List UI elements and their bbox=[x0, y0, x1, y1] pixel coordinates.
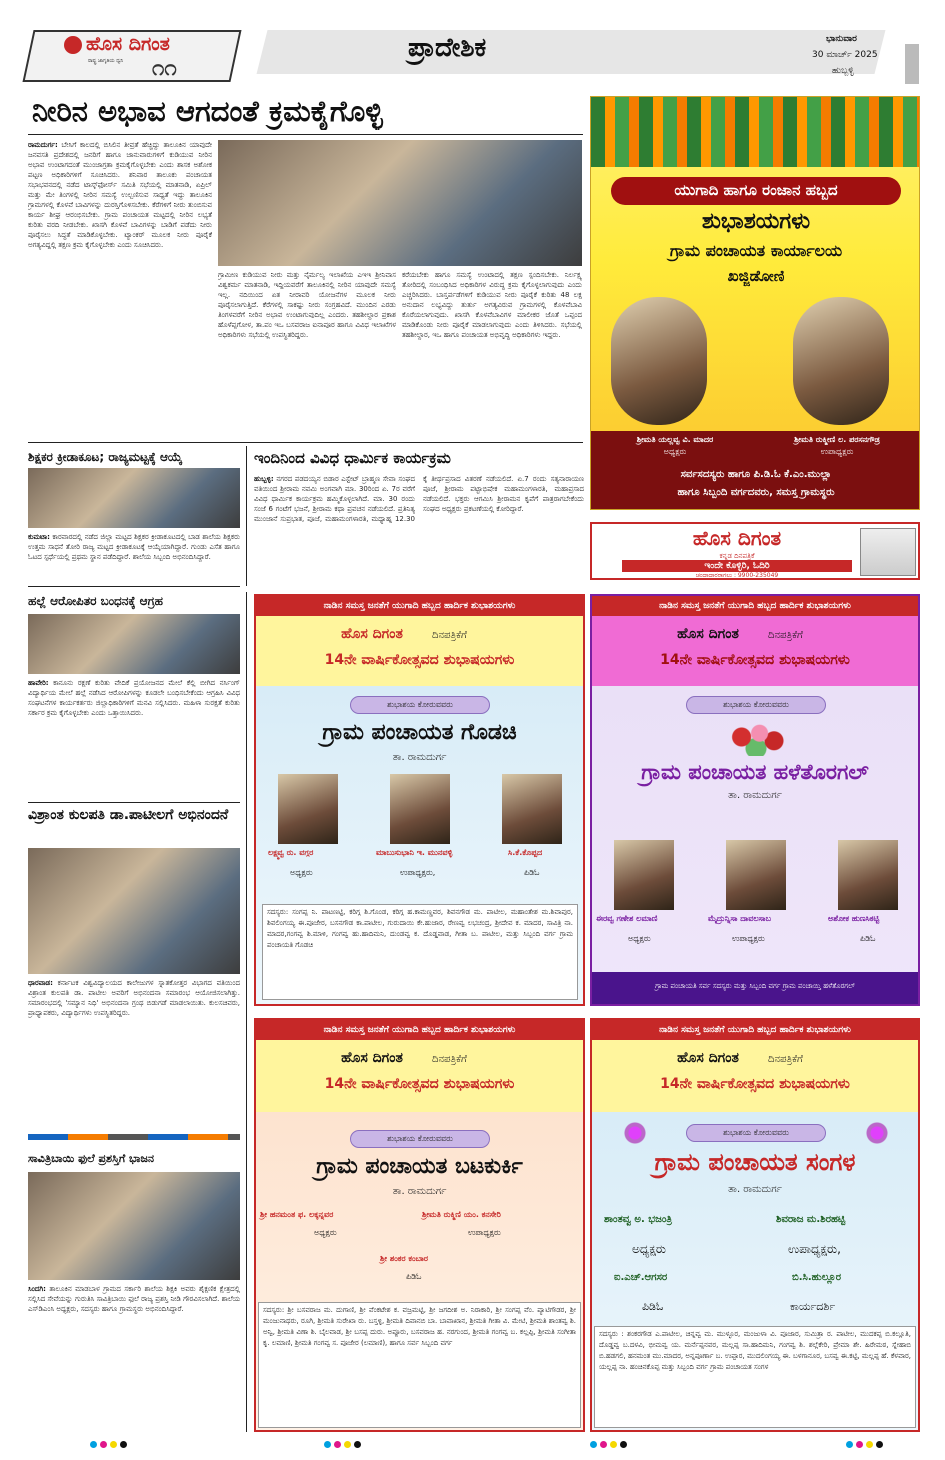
banner-photo-2 bbox=[793, 297, 889, 425]
story4-photo bbox=[28, 848, 240, 974]
story3-text: ಕಾನೂನು ರಕ್ಷಣೆ ಕುರಿತು ವೇದಿಕೆ ಪ್ರಯೋಜನದ ಮೇಲೆ ಕೆಲ್ಲಿ ಬೀಗಿದ ನರ್ಸಿಂಗ್ ವಿದ್ಯಾರ್ಥಿಯ ಮೇಲೆ ಹಲ್ಲೆ ನಡೆಸಿದ ಆರೋಪಿಗಳನ್ನು ಕೂಡಲೇ ಬಂಧಿಸಬೇಕೆಂದು ಆಗ್ರಹಿಸಿ ವಿವಿಧ ಸಂಘಟನೆಗಳ ಕಾರ್ಯಕರ್ತರು ಜಿಲ್ಲಾಧಿಕಾರಿಗಳಿಗೆ ಮನವಿ ಸಲ್ಲಿಸಿದರು. ಮಹಿಳಾ ಸುರಕ್ಷತೆ ಕುರಿತು ಸರ್ಕಾರ ಕ್ರಮ ಕೈಗೊಳ್ಳಬೇಕು ಎಂದು ಒತ್ತಾಯಿಸಿದರು. bbox=[28, 679, 240, 717]
banner-p2-role: ಉಪಾಧ್ಯಕ್ಷರು bbox=[820, 447, 854, 456]
story5-headline: ಸಾವಿತ್ರಿಬಾಯಿ ಫುಲೆ ಪ್ರಶಸ್ತಿಗೆ ಭಾಜನ bbox=[28, 1152, 154, 1165]
ad2-photo-3 bbox=[838, 840, 898, 910]
registration-marks bbox=[590, 1441, 627, 1448]
story3-body bbox=[28, 678, 240, 798]
story5-photo bbox=[28, 1172, 240, 1280]
divider bbox=[28, 134, 583, 135]
banner-footer1: ಸರ್ವಸದಸ್ಯರು ಹಾಗೂ ಪಿ.ಡಿ.ಓ ಕೆ.ಎಂ.ಮುಲ್ಲಾ bbox=[680, 469, 832, 480]
ad3-role-3: ಪಿಡಿಓ bbox=[406, 1272, 422, 1281]
ad2-tag: ಶುಭಾಶಯ ಕೋರುವವರು bbox=[686, 696, 826, 714]
ad3-tag: ಶುಭಾಶಯ ಕೋರುವವರು bbox=[350, 1130, 490, 1148]
registration-marks bbox=[846, 1441, 883, 1448]
ad4-name-1: ಶಾಂತವ್ವ ಅ. ಭಜಂತ್ರಿ bbox=[604, 1214, 673, 1225]
corner-bar bbox=[905, 44, 919, 84]
ad-sangal[interactable] bbox=[590, 1018, 920, 1432]
ad2-role-3: ಪಿಡಿಓ bbox=[860, 934, 876, 943]
divider bbox=[28, 442, 583, 443]
page-number: ೧೧ bbox=[152, 56, 177, 81]
garland-decoration bbox=[591, 97, 920, 167]
ad-haletoragal[interactable] bbox=[590, 594, 920, 1006]
story1-text: ಕಾರವಾರದಲ್ಲಿ ನಡೆದ ಜಿಲ್ಲಾ ಮಟ್ಟದ ಶಿಕ್ಷಕರ ಕ್ರೀಡಾಕೂಟದಲ್ಲಿ ಬಾಡ ಶಾಲೆಯ ಶಿಕ್ಷಕರು ಉತ್ತಮ ಸಾಧನೆ ತೋರಿ ರಾಜ್ಯ ಮಟ್ಟದ ಕ್ರೀಡಾಕೂಟಕ್ಕೆ ಆಯ್ಕೆಯಾಗಿದ್ದಾರೆ. ಗುಂಡು ಎಸೆತ ಹಾಗೂ ಓಟದ ಸ್ಪರ್ಧೆಯಲ್ಲಿ ಪ್ರಥಮ ಸ್ಥಾನ ಪಡೆದಿದ್ದಾರೆ. ಶಾಲೆಯ ಸಿಬ್ಬಂದಿ ಅಭಿನಂದಿಸಿದ್ದಾರೆ. bbox=[28, 533, 240, 561]
story4-headline: ವಿಶ್ರಾಂತ ಕುಲಪತಿ ಡಾ.ಪಾಟೀಲಗೆ ಅಭಿನಂದನೆ bbox=[28, 807, 229, 823]
lead-col1-text: ಬೇಸಿಗೆ ಕಾಲದಲ್ಲಿ ಬಿಸಿಲಿನ ತೀವ್ರತೆ ಹೆಚ್ಚಿದ್ದು ತಾಲೂಕಿನ ಯಾವುದೇ ಜನವಸತಿ ಪ್ರದೇಶದಲ್ಲಿ ಜನರಿಗೆ ಹಾಗೂ ಜಾನುವಾರುಗಳಿಗೆ ಕುಡಿಯುವ ನೀರಿನ ಅಭಾವ ಉಂಟಾಗದಂತೆ ಮುಂಜಾಗ್ರತಾ ಕ್ರಮಕೈಗೊಳ್ಳಬೇಕು ಎಂದು ಶಾಸಕ ಅಶೋಕ ಪಟ್ಟಣ ಅಧಿಕಾರಿಗಳಿಗೆ ಸೂಚಿಸಿದರು. ಶನಿವಾರ ತಾಲೂಕು ಪಂಚಾಯತ ಸಭಾಭವನದಲ್ಲಿ ನಡೆದ ಟಾಸ್ಕ್‌ಫೋರ್ಸ್ ಸಮಿತಿ ಸಭೆಯಲ್ಲಿ ಮಾತನಾಡಿ, ಏಪ್ರಿಲ್ ಮತ್ತು ಮೇ ತಿಂಗಳಲ್ಲಿ ನೀರಿನ ಸಮಸ್ಯೆ ಉಲ್ಬಣಿಸುವ ಸಾಧ್ಯತೆ ಇದ್ದು ತಾಲೂಕಿನ ಗ್ರಾಮಗಳಲ್ಲಿ ಕೊಳವೆ ಬಾವಿಗಳನ್ನು ದುರಸ್ತಿಗೊಳಿಸಬೇಕು. ಕೆರೆಗಳಿಗೆ ನೀರು ತುಂಬಿಸುವ ಕಾರ್ಯ ಶೀಘ್ರ ಆರಂಭಿಸಬೇಕು. ಗ್ರಾಮ ಪಂಚಾಯತ ಮಟ್ಟದಲ್ಲಿ ನೀರಿನ ಲಭ್ಯತೆ ಕುರಿತು ವರದಿ ನೀಡಬೇಕು. ಖಾಸಗಿ ಕೊಳವೆ ಬಾವಿಗಳನ್ನು ಬಾಡಿಗೆ ಪಡೆದು ನೀರು ಪೂರೈಸಲು ಸಿದ್ಧತೆ ಮಾಡಿಕೊಳ್ಳಬೇಕು. ಟ್ಯಾಂಕರ್ ಮೂಲಕ ನೀರು ಪೂರೈಕೆ ಅಗತ್ಯವಿದ್ದಲ್ಲಿ ತಕ್ಷಣ ಕ್ರಮ ಕೈಗೊಳ್ಳಬೇಕು ಎಂದು ಸೂಚಿಸಿದರು. bbox=[28, 141, 212, 249]
divider bbox=[246, 446, 247, 586]
promo-phone: ಚಂದಾದಾರರಾಗಲು : 9900-235049 bbox=[695, 572, 779, 579]
ad4-paper: ದಿನಪತ್ರಿಕೆಗೆ bbox=[768, 1054, 803, 1065]
story1-body bbox=[28, 532, 240, 582]
promo-line: ಇಂದೇ ಕೊಳ್ಳಿರಿ, ಓದಿರಿ bbox=[704, 561, 770, 571]
story4-body bbox=[28, 978, 240, 1128]
ad2-photo-1 bbox=[614, 840, 674, 910]
ad1-logo: ಹೊಸ ದಿಗಂತ bbox=[341, 626, 403, 642]
promo-title: ಹೊಸ ದಿಗಂತ bbox=[692, 526, 782, 550]
ad4-gp: ಗ್ರಾಮ ಪಂಚಾಯತ ಸಂಗಳ bbox=[654, 1148, 856, 1176]
ad3-name-3: ಶ್ರೀ ಶಂಕರ ಕಂಬಾರ bbox=[380, 1254, 429, 1263]
flower-right-icon bbox=[864, 1122, 890, 1144]
ad4-ribbon: ನಾಡಿನ ಸಮಸ್ತ ಜನತೆಗೆ ಯುಗಾದಿ ಹಬ್ಬದ ಹಾರ್ದಿಕ ಶುಭಾಶಯಗಳು bbox=[592, 1020, 918, 1040]
story2-text: ನಗರದ ಪಡದಯ್ಯನ ಬಿಡಾರ ಎಸ್ಟೇಟ್ ಬ್ರಾಹ್ಮಣ ಸೇವಾ ಸಂಘದ ವತಿಯಿಂದ ಶ್ರೀರಾಮ ನವಮಿ ಅಂಗವಾಗಿ ಮಾ. 30ರಿಂದ ಏ. 7ರ ವರೆಗೆ ವಿವಿಧ ಧಾರ್ಮಿಕ ಕಾರ್ಯಕ್ರಮ ಹಮ್ಮಿಕೊಳ್ಳಲಾಗಿದೆ. ಮಾ. 30 ರಂದು ಸಂಜೆ 6 ಗಂಟೆಗೆ ಭಜನೆ, ಶ್ರೀರಾಮ ಕಥಾ ಪ್ರವಚನ ನಡೆಯಲಿದೆ. ಪ್ರತಿನಿತ್ಯ ಮುಂಜಾನೆ ಸುಪ್ರಭಾತ, ಪೂಜೆ, ಮಹಾಮಂಗಳಾರತಿ, ಮಧ್ಯಾಹ್ನ 12.30 ಕ್ಕೆ ತೀರ್ಥಪ್ರಸಾದ ವಿತರಣೆ ನಡೆಯಲಿದೆ. ಏ.7 ರಂದು ಸತ್ಯನಾರಾಯಣ ಪೂಜೆ, ಶ್ರೀರಾಮ ಪಟ್ಟಾಭಿಷೇಕ ಮಹಾಮಂಗಳಾರತಿ, ಮಹಾಪ್ರಸಾದ ನಡೆಯಲಿದೆ. ಭಕ್ತರು ಆಗಮಿಸಿ ಶ್ರೀರಾಮನ ಕೃಪೆಗೆ ಪಾತ್ರರಾಗಬೇಕೆಂದು ಸಂಘದ ಅಧ್ಯಕ್ಷರು ಪ್ರಕಟಣೆಯಲ್ಲಿ ಕೋರಿದ್ದಾರೆ. bbox=[254, 475, 584, 523]
ad1-name-2: ಮಾಬುಸುಭಾನಿ ಇ. ಮುನವಳ್ಳಿ bbox=[376, 848, 453, 857]
ad2-role-1: ಅಧ್ಯಕ್ಷರು bbox=[628, 934, 651, 943]
ad4-name-3: ಐ.ಎಚ್.ಆಗಸರ bbox=[614, 1272, 668, 1283]
story5-text: ತಾಲೂಕಿನ ಮಾಡಬಾಳ ಗ್ರಾಮದ ಸರ್ಕಾರಿ ಶಾಲೆಯ ಶಿಕ್ಷಕಿ ಅವರು ಶೈಕ್ಷಣಿಕ ಕ್ಷೇತ್ರದಲ್ಲಿ ಸಲ್ಲಿಸಿದ ಸೇವೆಯನ್ನು ಗುರುತಿಸಿ ಸಾವಿತ್ರಿಬಾಯಿ ಫುಲೆ ರಾಜ್ಯ ಪ್ರಶಸ್ತಿ ನೀಡಿ ಗೌರವಿಸಲಾಗಿದೆ. ಶಾಲೆಯ ಎಸ್‌ಡಿಎಂಸಿ ಅಧ್ಯಕ್ಷರು, ಸದಸ್ಯರು ಹಾಗೂ ಗ್ರಾಮಸ್ಥರು ಅಭಿನಂದಿಸಿದ್ದಾರೆ. bbox=[28, 1285, 240, 1313]
ad-batakurki[interactable] bbox=[254, 1018, 585, 1432]
ad2-taluk: ತಾ. ರಾಮದುರ್ಗ bbox=[728, 790, 782, 801]
stripe-divider bbox=[28, 1134, 240, 1140]
ad4-name-2: ಶಿವರಾಜ ಮ.ಶಿರಹಟ್ಟಿ bbox=[776, 1214, 846, 1225]
story5-dateline: ಸಿಂದಗಿ: bbox=[28, 1285, 46, 1293]
banner-p2-name: ಶ್ರೀಮತಿ ರುಕ್ಮೀಣಿ ಲ. ಪರಸನಗೌಡ್ರ bbox=[794, 435, 880, 444]
ad4-role-1: ಅಧ್ಯಕ್ಷರು bbox=[632, 1242, 666, 1256]
ad4-tag: ಶುಭಾಶಯ ಕೋರುವವರು bbox=[686, 1124, 826, 1142]
masthead bbox=[0, 0, 945, 88]
ad2-logo: ಹೊಸ ದಿಗಂತ bbox=[677, 626, 739, 642]
ad2-gp: ಗ್ರಾಮ ಪಂಚಾಯತ ಹಳೆತೊರಗಲ್ bbox=[641, 760, 869, 784]
divider bbox=[28, 586, 240, 587]
ad-godachi[interactable] bbox=[254, 594, 585, 1006]
ad2-anniv: 14ನೇ ವಾರ್ಷಿಕೋತ್ಸವದ ಶುಭಾಷಯಗಳು bbox=[660, 652, 850, 668]
registration-marks bbox=[90, 1441, 127, 1448]
ad1-paper: ದಿನಪತ್ರಿಕೆಗೆ bbox=[432, 630, 467, 641]
ad1-photo-2 bbox=[390, 774, 450, 844]
ad3-members: ಸದಸ್ಯರು: ಶ್ರೀ ಬಸವರಾಜ ಮ. ದುಗಾಣಿ, ಶ್ರೀ ವೆಂಕಟೇಶ ಕ. ವಜ್ರಮಟ್ಟಿ, ಶ್ರೀ ಜಗದೀಶ ಅ. ನಿರಾಕಾರಿ, ಶ್ರೀ ಸಂಗಪ್ಪ ವೆಂ. ಪ್ಯಾಟಿಗೌಡರ, ಶ್ರೀ ಮಂಜುನಾಥರು, ರೂಗಿ, ಶ್ರೀಮತಿ ಸುರೇಖಾ ರು. ಬಸ್ತಳ್ಳಿ, ಶ್ರೀಮತಿ ದಿವಾನಬಿ ಬಾ. ಬಾವಾಖಾನ, ಶ್ರೀಮತಿ ಗೀತಾ ವಿ. ಮೇಟಿ, ಶ್ರೀಮತಿ ಶಾಂತವ್ವ ಶಿ. ಅನ್ವಿ, ಶ್ರೀಮತಿ ವಿಣಾ ಶಿ. ಬೈಲವಾಡ, ಶ್ರೀ ಬಸಪ್ಪ ದುರು. ಅಪ್ಪೂರು, ಬಸವರಾಜ ಹ. ನರಗುಂದ, ಶ್ರೀಮತಿ ಗಂಗವ್ವ ಬ. ಕಲ್ಲಪ್ಪಿ, ಶ್ರೀಮತಿ ಸಂಗೀತಾ ಕೃ. ಲಮಾಣಿ, ಶ್ರೀಮತಿ ಗಂಗವ್ವ ಸ. ಪೂಜೇರ (ಲಮಾಣಿ), ಹಾಗೂ ಸರ್ವ ಸಿಬ್ಬಂದಿ ವರ್ಗ bbox=[258, 1302, 581, 1428]
ad1-ribbon: ನಾಡಿನ ಸಮಸ್ತ ಜನತೆಗೆ ಯುಗಾದಿ ಹಬ್ಬದ ಹಾರ್ದಿಕ ಶುಭಾಶಯಗಳು bbox=[256, 596, 583, 616]
ad2-name-3: ಅಶೋಕ ಹುಣಸಿಕಟ್ಟಿ bbox=[828, 914, 880, 923]
ad1-gp: ಗ್ರಾಮ ಪಂಚಾಯತ ಗೊಡಚಿ bbox=[322, 720, 517, 745]
story3-headline: ಹಲ್ಲೆ ಆರೋಪಿತರ ಬಂಧನಕ್ಕೆ ಆಗ್ರಹ bbox=[28, 594, 163, 608]
newspaper-promo[interactable] bbox=[590, 522, 920, 580]
ad3-role-1: ಅಧ್ಯಕ್ಷರು bbox=[314, 1228, 337, 1237]
lead-headline: ನೀರಿನ ಅಭಾವ ಆಗದಂತೆ ಕ್ರಮಕೈಗೊಳ್ಳಿ bbox=[32, 94, 383, 128]
story4-text: ಕರ್ನಾಟಕ ವಿಶ್ವವಿದ್ಯಾಲಯದ ಕಾಲೇಜುಗಳ ಸ್ನಾತಕೋತ್ತರ ವಿಭಾಗದ ವತಿಯಿಂದ ವಿಶ್ರಾಂತ ಕುಲಪತಿ ಡಾ. ಪಾಟೀಲ ಅವರಿಗೆ ಅಭಿನಂದನಾ ಸಮಾರಂಭ ಆಯೋಜಿಸಲಾಗಿತ್ತು. ಸಮಾರಂಭದಲ್ಲಿ 'ಸಮ್ಯಾನ ನಿಧಿ' ಅಭಿನಂದನಾ ಗ್ರಂಥ ಬಿಡುಗಡೆ ಮಾಡಲಾಯಿತು. ಕುಲಸಚಿವರು, ಪ್ರಾಧ್ಯಾಪಕರು, ವಿದ್ಯಾರ್ಥಿಗಳು ಉಪಸ್ಥಿತರಿದ್ದರು. bbox=[28, 979, 240, 1017]
banner-line2: ಶುಭಾಶಯಗಳು bbox=[701, 209, 811, 234]
banner-p1-role: ಅಧ್ಯಕ್ಷರು bbox=[663, 447, 687, 456]
day: ಭಾನುವಾರ bbox=[826, 34, 857, 44]
ad4-role-3: ಪಿಡಿಓ bbox=[642, 1300, 664, 1313]
ad3-name-2: ಶ್ರೀಮತಿ ರುಕ್ಮಿಣಿ ಯಂ. ಕನಸೇರಿ bbox=[422, 1210, 501, 1219]
ad1-tag: ಶುಭಾಶಯ ಕೋರುವವರು bbox=[350, 696, 490, 714]
lead-dateline: ರಾಮದುರ್ಗ: bbox=[28, 141, 58, 149]
ad4-role-2: ಉಪಾಧ್ಯಕ್ಷರು, bbox=[788, 1242, 841, 1256]
banner-p1-name: ಶ್ರೀಮತಿ ಯಲ್ಲವ್ವ ವಿ. ಮಾದರ bbox=[636, 435, 714, 444]
flower-decoration-icon bbox=[720, 718, 792, 756]
ad2-paper: ದಿನಪತ್ರಿಕೆಗೆ bbox=[768, 630, 803, 641]
section-title-box bbox=[257, 30, 886, 74]
banner-line1: ಯುಗಾದಿ ಹಾಗೂ ರಂಜಾನ ಹಬ್ಬದ bbox=[674, 181, 838, 199]
ad1-role-1: ಅಧ್ಯಕ್ಷರು bbox=[290, 868, 313, 877]
story2-headline: ಇಂದಿನಿಂದ ವಿವಿಧ ಧಾರ್ಮಿಕ ಕಾರ್ಯಕ್ರಮ bbox=[254, 449, 451, 467]
story3-dateline: ಹಾವೇರಿ: bbox=[28, 679, 49, 687]
story4-dateline: ಧಾರವಾಡ: bbox=[28, 979, 53, 987]
lead-col3: ಕರೆಯಬೇಕು ಹಾಗೂ ಸಮಸ್ಯೆ ಉಂಟಾದಲ್ಲಿ ತಕ್ಷಣ ಸ್ಪಂದಿಸಬೇಕು. ನಿರ್ಲಕ್ಷ್ಯ ತೋರಿದಲ್ಲಿ ಸಂಬಂಧಿಸಿದ ಅಧಿಕಾರಿಗಳ ವಿರುದ್ಧ ಕ್ರಮ ಕೈಗೊಳ್ಳಲಾಗುವುದು ಎಂದು ಎಚ್ಚರಿಸಿದರು. ಬಾಸ್ತರ್ಪಡೆಗಳಿಗೆ ಕುಡಿಯುವ ನೀರು ಪೂರೈಕೆ ಕುರಿತು 48 ಲಕ್ಷ ಅನುದಾನ ಲಭ್ಯವಿದ್ದು ತುರ್ತು ಅಗತ್ಯವಿರುವ ಗ್ರಾಮಗಳಲ್ಲಿ ಕೊಳವೆಬಾವಿ ಕೊರೆಯಲಾಗುವುದು. ಖಾಸಗಿ ಕೊಳವೆಬಾವಿಗಳ ಮಾಲೀಕರ ಜೊತೆ ಒಪ್ಪಂದ ಮಾಡಿಕೊಂಡು ನೀರು ಪೂರೈಕೆ ಮಾಡಲಾಗುವುದು ಎಂದು ತಿಳಿಸಿದರು. ಸಭೆಯಲ್ಲಿ ತಹಶೀಲ್ದಾರ, ಇಒ ಹಾಗೂ ಪಂಚಾಯತ ಅಭಿವೃದ್ಧಿ ಅಧಿಕಾರಿಗಳು ಇದ್ದರು. bbox=[402, 271, 582, 339]
masthead-logo: ಹೊಸ ದಿಗಂತ bbox=[86, 33, 170, 55]
ad3-logo: ಹೊಸ ದಿಗಂತ bbox=[341, 1050, 403, 1066]
city: ಹುಬ್ಬಳ್ಳಿ bbox=[832, 66, 854, 76]
ad3-ribbon: ನಾಡಿನ ಸಮಸ್ತ ಜನತೆಗೆ ಯುಗಾದಿ ಹಬ್ಬದ ಹಾರ್ದಿಕ ಶುಭಾಶಯಗಳು bbox=[256, 1020, 583, 1040]
ad1-members: ಸದಸ್ಯರು: ಸಂಗಪ್ಪ ನಿ. ಪಾಟಣಟ್ಟಿ, ಕರಿಗ್ಗ ಶಿ.ಗೊಂಡ, ಕರಿಗ್ಗ ಹ.ಕಾಮಣ್ಣವರ, ಶಿವನಗೌಡ ಮ. ಪಾಟೀಲ, ಮಹಾಂತೇಶ ಮ.ಶಿವಾಪುರ, ಶಿವಲಿಂಗಯ್ಯ ಈ.ಪೂಜೇರ, ಬಸನಗೌಡ ಕಾ.ಪಾಟೀಲ, ಗುರುದಾಯಿ ಕೇ.ಹುಜಾರ, ರೇಣವ್ವ ಲಭಚಂದ್ರ, ಶ್ರೀದೇವ ಕ. ಮಾದರ, ಸಾವಿತ್ರಿ ನಾ. ಮಾದರ,ಗಂಗವ್ವ ಶಿ.ಮಾಳಿ, ಗಂಗವ್ವ ಹು.ಹಾದಿಮನಿ, ದುಂಡವ್ವ ಕ. ದೊಡ್ಡವಾಡ, ಗೀತಾ ಬ. ಪಾಟೀಲ, ಮತ್ತು ಸಿಬ್ಬಂದಿ ವರ್ಗ ಗ್ರಾಮ ಪಂಚಾಯತಿ ಗೊಡಚಿ bbox=[262, 904, 578, 1000]
ad1-taluk: ತಾ. ರಾಮದುರ್ಗ bbox=[392, 752, 447, 763]
logo-emblem-icon bbox=[64, 36, 82, 54]
ad1-name-3: ಸಿ.ಕೆ.ಕೊಪ್ಪದ bbox=[508, 848, 543, 857]
ad3-role-2: ಉಪಾಧ್ಯಕ್ಷರು bbox=[468, 1228, 501, 1237]
banner-line3: ಗ್ರಾಮ ಪಂಚಾಯತ ಕಾರ್ಯಾಲಯ bbox=[669, 241, 843, 260]
ad3-taluk: ತಾ. ರಾಮದುರ್ಗ bbox=[392, 1186, 447, 1197]
ad3-gp: ಗ್ರಾಮ ಪಂಚಾಯತ ಬಟಕುರ್ಕಿ bbox=[316, 1154, 523, 1179]
ad2-photo-2 bbox=[726, 840, 786, 910]
date: 30 ಮಾರ್ಚ್ 2025 bbox=[812, 50, 878, 60]
lead-col1 bbox=[28, 140, 212, 438]
story3-photo bbox=[28, 614, 240, 674]
registration-marks bbox=[324, 1441, 361, 1448]
ad1-role-2: ಉಪಾಧ್ಯಕ್ಷರು, bbox=[400, 868, 436, 877]
story2-dateline: ಹುಬ್ಬಳ್ಳಿ: bbox=[254, 475, 274, 483]
lead-col2: ಗ್ರಾಮೀಣ ಕುಡಿಯುವ ನೀರು ಮತ್ತು ನೈರ್ಮಲ್ಯ ಇಲಾಖೆಯ ಎಇಇ ಶ್ರೀನಿವಾಸ ವಿಶ್ವಕರ್ಮ ಮಾತನಾಡಿ, ಇದ್ದಿಯವರೆಗೆ ತಾಲೂಕಿನಲ್ಲಿ ನೀರಿನ ಯಾವುದೇ ಸಮಸ್ಯೆ ಇಲ್ಲ. ನದಿಯಿಂದ ಏತ ನೀರಾವರಿ ಯೋಜನೆಗಳ ಮೂಲಕ ನೀರು ಪೂರೈಸಲಾಗುತ್ತಿದೆ. ಕೆರೆಗಳಲ್ಲಿ ಸಾಕಷ್ಟು ನೀರು ಸಂಗ್ರಹವಿದೆ. ಮುಂದಿನ ಎರಡು ತಿಂಗಳವರೆಗೆ ನೀರಿನ ಅಭಾವ ಉಂಟಾಗುವುದಿಲ್ಲ ಎಂದರು. ತಹಶೀಲ್ದಾರ ಪ್ರಕಾಶ ಹೊಳೆಪ್ಪಗೋಳ, ತಾ.ಪಂ ಇಒ ಬಸವರಾಜ ಐನಾಪೂರ ಹಾಗೂ ವಿವಿಧ ಇಲಾಖೆಗಳ ಅಧಿಕಾರಿಗಳು ಸಭೆಯಲ್ಲಿ ಉಪಸ್ಥಿತರಿದ್ದರು. bbox=[218, 271, 396, 339]
story5-body bbox=[28, 1284, 240, 1434]
ad1-photo-3 bbox=[502, 774, 562, 844]
story1-photo bbox=[28, 468, 240, 528]
ad1-photo-1 bbox=[278, 774, 338, 844]
ad1-anniv: 14ನೇ ವಾರ್ಷಿಕೋತ್ಸವದ ಶುಭಾಷಯಗಳು bbox=[324, 652, 515, 668]
flower-left-icon bbox=[622, 1122, 648, 1144]
story2-body bbox=[254, 474, 584, 582]
ad2-name-1: ಈರವ್ವ ಗಣೇಶ ಲಮಾಣಿ bbox=[596, 914, 658, 923]
ad2-ribbon: ನಾಡಿನ ಸಮಸ್ತ ಜನತೆಗೆ ಯುಗಾದಿ ಹಬ್ಬದ ಹಾರ್ದಿಕ ಶುಭಾಶಯಗಳು bbox=[592, 596, 918, 616]
ad4-logo: ಹೊಸ ದಿಗಂತ bbox=[677, 1050, 739, 1066]
banner-line4: ಖಜ್ಜಿಡೋಣಿ bbox=[727, 267, 785, 285]
divider bbox=[246, 592, 247, 1432]
banner-footer2: ಹಾಗೂ ಸಿಬ್ಬಂದಿ ವರ್ಗದವರು, ಸಮಸ್ತ ಗ್ರಾಮಸ್ಥರು bbox=[677, 487, 835, 498]
ad2-role-2: ಉಪಾಧ್ಯಕ್ಷರು bbox=[732, 934, 765, 943]
ad2-name-2: ಮೈದ್ರುನ್ನಿಸಾ ದಾವಲಸಾಬ bbox=[708, 914, 772, 923]
masthead-tagline: ರಾಷ್ಟ್ರ ಜಾಗೃತಿಯ ಧ್ವನಿ bbox=[88, 58, 124, 64]
ad4-role-4: ಕಾರ್ಯದರ್ಶಿ bbox=[790, 1300, 836, 1313]
ad1-role-3: ಪಿಡಿಓ bbox=[524, 868, 540, 877]
ad4-name-4: ಬಿ.ಸಿ.ಹುಲ್ಲೂರ bbox=[792, 1272, 842, 1283]
promo-sub: ಕನ್ನಡ ದಿನಪತ್ರಿಕೆ bbox=[719, 552, 755, 560]
banner-photo-1 bbox=[611, 297, 707, 425]
ad3-paper: ದಿನಪತ್ರಿಕೆಗೆ bbox=[432, 1054, 467, 1065]
promo-paper-thumbnail bbox=[860, 528, 916, 576]
yugadi-banner-ad[interactable] bbox=[590, 96, 920, 510]
section-title: ಪ್ರಾದೇಶಿಕ bbox=[408, 33, 487, 63]
divider bbox=[28, 802, 240, 803]
ad2-footer: ಗ್ರಾಮ ಪಂಚಾಯತಿ ಸರ್ವ ಸದಸ್ಯರು ಮತ್ತು ಸಿಬ್ಬಂದಿ ವರ್ಗ ಗ್ರಾಮ ಪಂಚಾಯ್ತಿ ಹಳೆತೊರಗಲ್ bbox=[655, 982, 855, 990]
ad3-name-1: ಶ್ರೀ ಹನಮಂತ ಫ. ಲಕ್ಕನ್ನವರ bbox=[260, 1210, 334, 1219]
ad4-taluk: ತಾ. ರಾಮದುರ್ಗ bbox=[728, 1184, 782, 1195]
lead-photo bbox=[218, 140, 582, 266]
story1-headline: ಶಿಕ್ಷಕರ ಕ್ರೀಡಾಕೂಟ; ರಾಜ್ಯಮಟ್ಟಕ್ಕೆ ಆಯ್ಕೆ bbox=[28, 450, 183, 464]
ad4-members: ಸದಸ್ಯರು : ಶಂಕರಗೌಡ ಎ.ಪಾಟೀಲ, ಚಿನ್ನವ್ವ ಮ. ಮುಳ್ಳೂರ, ಮಂಜುಳಾ ವಿ. ಪೂಜಾರ, ಸುಮಿತ್ರಾ ರ. ಪಾಟೀಲ, ಮುದಕಪ್ಪ ಬಿ.ಕಲ್ಲೂತಿ, ದೊಡ್ಡವ್ವ ಬ.ದಳವಿ, ಭೀಮವ್ವ ಯ. ಮರ್ನೆಪ್ಪನವರ, ಮಲ್ಲಪ್ಪ ಸಾ.ಹಾದಿಮನಿ, ಗಂಗವ್ವ ಶಿ. ಶಲ್ಲೆಕೇರಿ, ಪ್ರೇಮಾ ಶೇ. ಹಿರೇಮಠ, ಸ್ನೇಹಾಬಿ ಬಿ.ಹಡಗಲಿ, ಹನಮಂತ ಮು.ಮಾದರ, ಅನ್ನಪೂರ್ಣಾ ಬ. ಉಪ್ಪಾರ, ಮುದಲಿಂಗಯ್ಯ ಈ. ಬಳಗಾನೂರ, ಬಸವ್ವ ಈ.ಕಟ್ಟಿ, ಮಲ್ಲಪ್ಪ ಹೆ. ಕೆಳವಾರ, ಯಲ್ಲಪ್ಪ ನಾ. ಹಂಚಿನಕೊಪ್ಪ ಮತ್ತು ಸಿಬ್ಬಂದಿ ವರ್ಗ ಗ್ರಾಮ ಪಂಚಾಯತ ಸಂಗಳ bbox=[594, 1326, 916, 1428]
ad3-anniv: 14ನೇ ವಾರ್ಷಿಕೋತ್ಸವದ ಶುಭಾಷಯಗಳು bbox=[324, 1076, 515, 1092]
ad4-anniv: 14ನೇ ವಾರ್ಷಿಕೋತ್ಸವದ ಶುಭಾಷಯಗಳು bbox=[660, 1076, 850, 1092]
ad1-name-1: ಲಕ್ಷ್ಮವ್ವ ರು. ವಗ್ಗರ bbox=[268, 848, 314, 857]
story1-dateline: ಕುಮಟಾ: bbox=[28, 533, 50, 541]
